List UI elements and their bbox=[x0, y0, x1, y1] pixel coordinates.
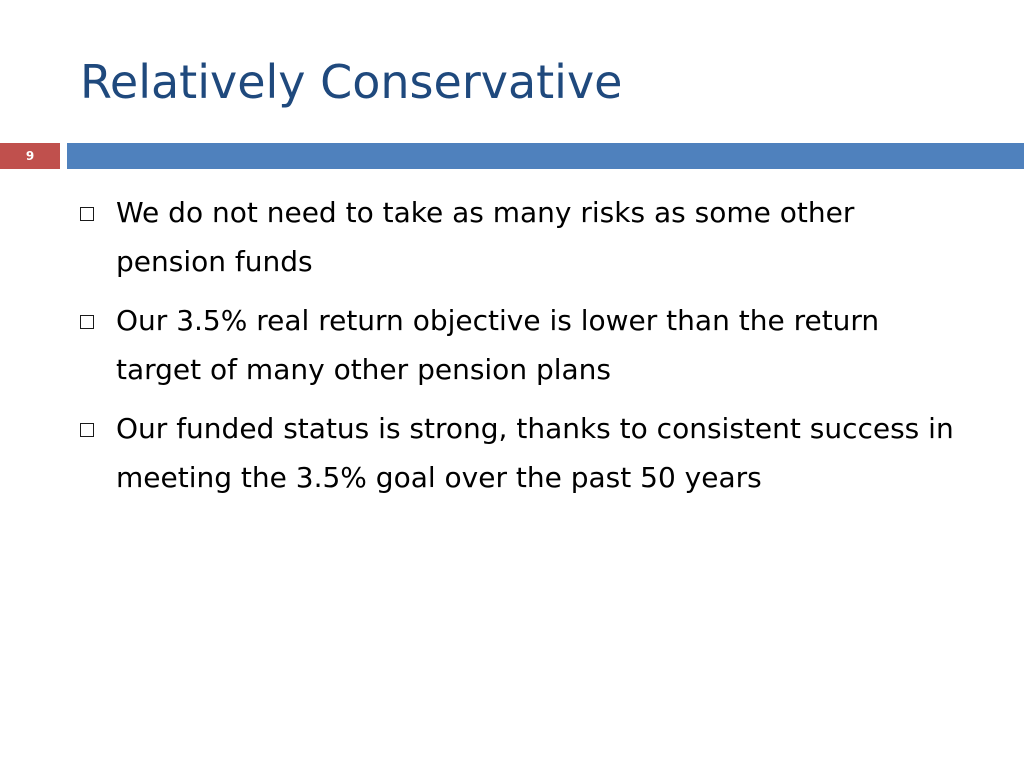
slide-number: 9 bbox=[25, 149, 35, 163]
slide-number-badge bbox=[0, 143, 60, 169]
bullet-text: Our funded status is strong, thanks to consistent success in meeting the 3.5% goal over the past 50 years bbox=[116, 412, 954, 494]
slide-title: Relatively Conservative bbox=[80, 55, 623, 109]
bullet-item bbox=[80, 188, 960, 286]
square-bullet-icon bbox=[80, 207, 94, 221]
bullet-text: Our 3.5% real return objective is lower than the return target of many other pension plans bbox=[116, 304, 880, 386]
bullet-text: We do not need to take as many risks as some other pension funds bbox=[116, 196, 855, 278]
square-bullet-icon bbox=[80, 423, 94, 437]
bullet-item bbox=[80, 404, 960, 502]
bullet-item bbox=[80, 296, 960, 394]
bullet-list bbox=[80, 188, 960, 512]
square-bullet-icon bbox=[80, 315, 94, 329]
title-accent-bar bbox=[67, 143, 1024, 169]
